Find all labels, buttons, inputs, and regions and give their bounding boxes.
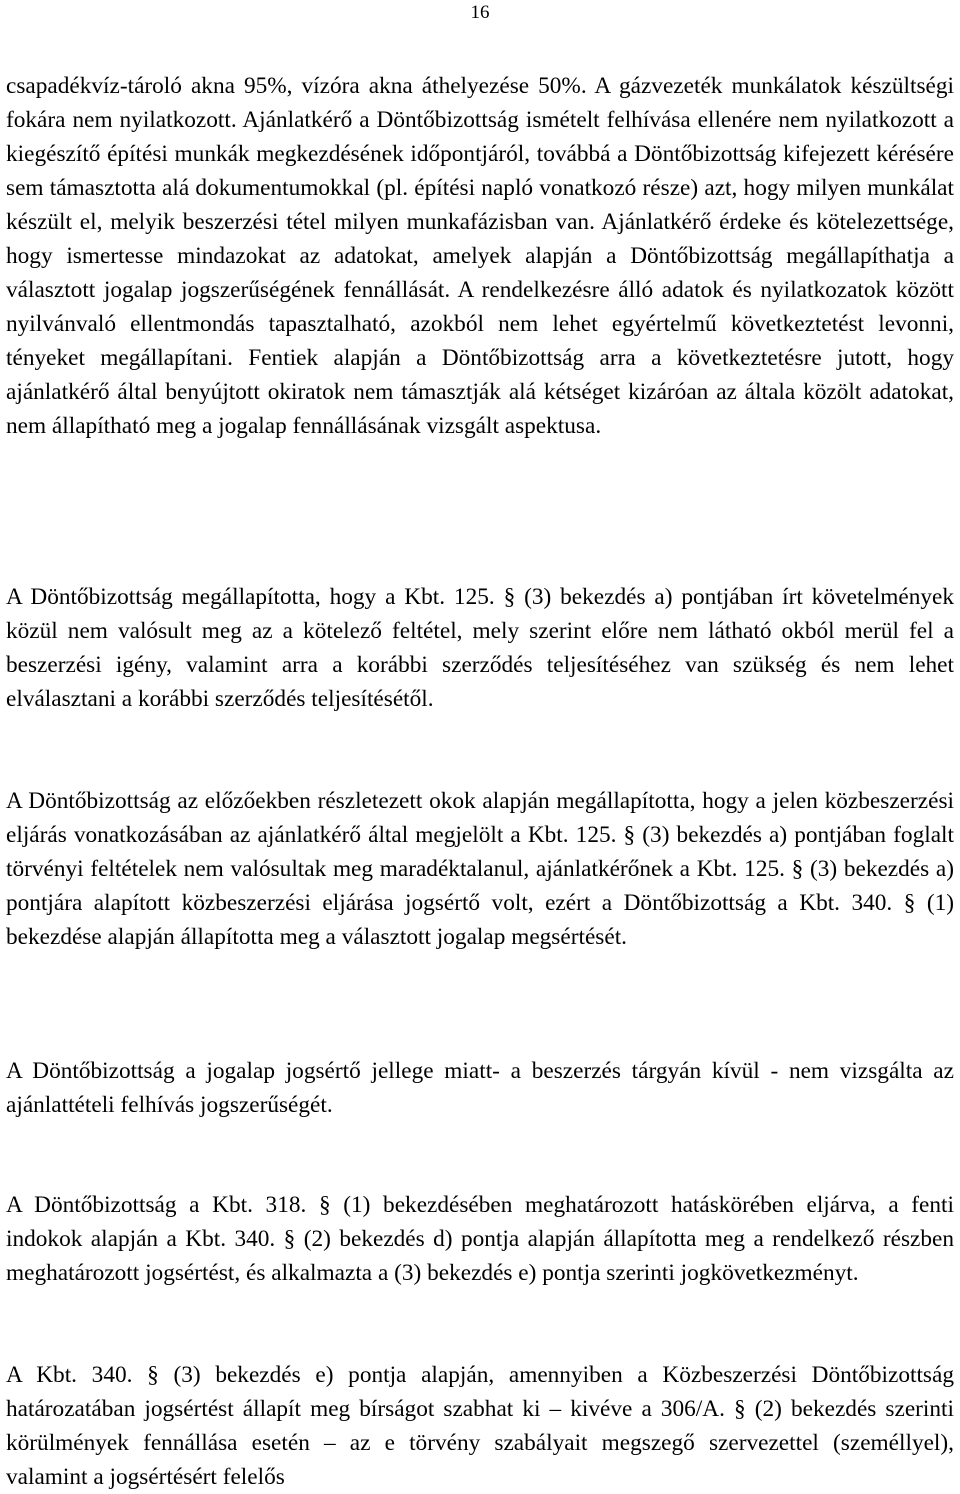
paragraph-6: A Kbt. 340. § (3) bekezdés e) pontja alapján, amennyiben a Közbeszerzési Döntőbizottság határozatában jogsértést állapít meg bírságot szabhat ki – kivéve a 306/A. § (2) bekezdés szerinti körülmények fennállása esetén – az e törvény szabályait megszegő szervezettel (személlyel), valamint a jogsértésért felelős <box>6 1362 954 1490</box>
paragraph-2: A Döntőbizottság megállapította, hogy a Kbt. 125. § (3) bekezdés a) pontjában írt követelmények közül nem valósult meg az a kötelező feltétel, mely szerint előre nem látható okból merül fel a beszerzési igény, valamint arra a korábbi szerződés teljesítéséhez van szükség és nem lehet elválasztani a korábbi szerződés teljesítésétől. <box>6 584 954 712</box>
page-number: 16 <box>470 2 490 23</box>
paragraph-3: A Döntőbizottság az előzőekben részletezett okok alapján megállapította, hogy a jelen közbeszerzési eljárás vonatkozásában az ajánlatkérő által megjelölt a Kbt. 125. § (3) bekezdés a) pontjában foglalt törvényi feltételek nem valósultak meg maradéktalanul, ajánlatkérőnek a Kbt. 125. § (3) bekezdés a) pontjára alapított közbeszerzési eljárása jogsértő volt, ezért a Döntőbizottság a Kbt. 340. § (1) bekezdése alapján állapította meg a választott jogalap megsértését. <box>6 788 954 950</box>
paragraph-4: A Döntőbizottság a jogalap jogsértő jellege miatt- a beszerzés tárgyán kívül - nem vizsgálta az ajánlattételi felhívás jogszerűségét. <box>6 1058 954 1118</box>
paragraph-1: csapadékvíz-tároló akna 95%, vízóra akna áthelyezése 50%. A gázvezeték munkálatok készültségi fokára nem nyilatkozott. Ajánlatkérő a Döntőbizottság ismételt felhívása ellenére nem nyilatkozott a kiegészítő építési munkák megkezdésének időpontjáról, továbbá a Döntőbizottság kifejezett kérésére sem támasztotta alá dokumentumokkal (pl. építési napló vonatkozó része) azt, hogy milyen munkálat készült el, melyik beszerzési tétel milyen munkafázisban van. Ajánlatkérő érdeke és kötelezettsége, hogy ismertesse mindazokat az adatokat, amelyek alapján a Döntőbizottság megállapíthatja a választott jogalap jogszerűségének fennállását. A rendelkezésre álló adatok és nyilatkozatok között nyilvánvaló ellentmondás tapasztalható, azokból nem lehet egyértelmű következtetést levonni, tényeket megállapítani. Fentiek alapján a Döntőbizottság arra a következtetésre jutott, hogy ajánlatkérő által benyújtott okiratok nem támasztják alá kétséget kizáróan az általa közölt adatokat, nem állapítható meg a jogalap fennállásának vizsgált aspektusa. <box>6 73 954 439</box>
paragraph-5: A Döntőbizottság a Kbt. 318. § (1) bekezdésében meghatározott hatáskörében eljárva, a fenti indokok alapján a Kbt. 340. § (2) bekezdés d) pontja alapján állapította meg a rendelkező részben meghatározott jogsértést, és alkalmazta a (3) bekezdés e) pontja szerinti jogkövetkezményt. <box>6 1192 954 1286</box>
